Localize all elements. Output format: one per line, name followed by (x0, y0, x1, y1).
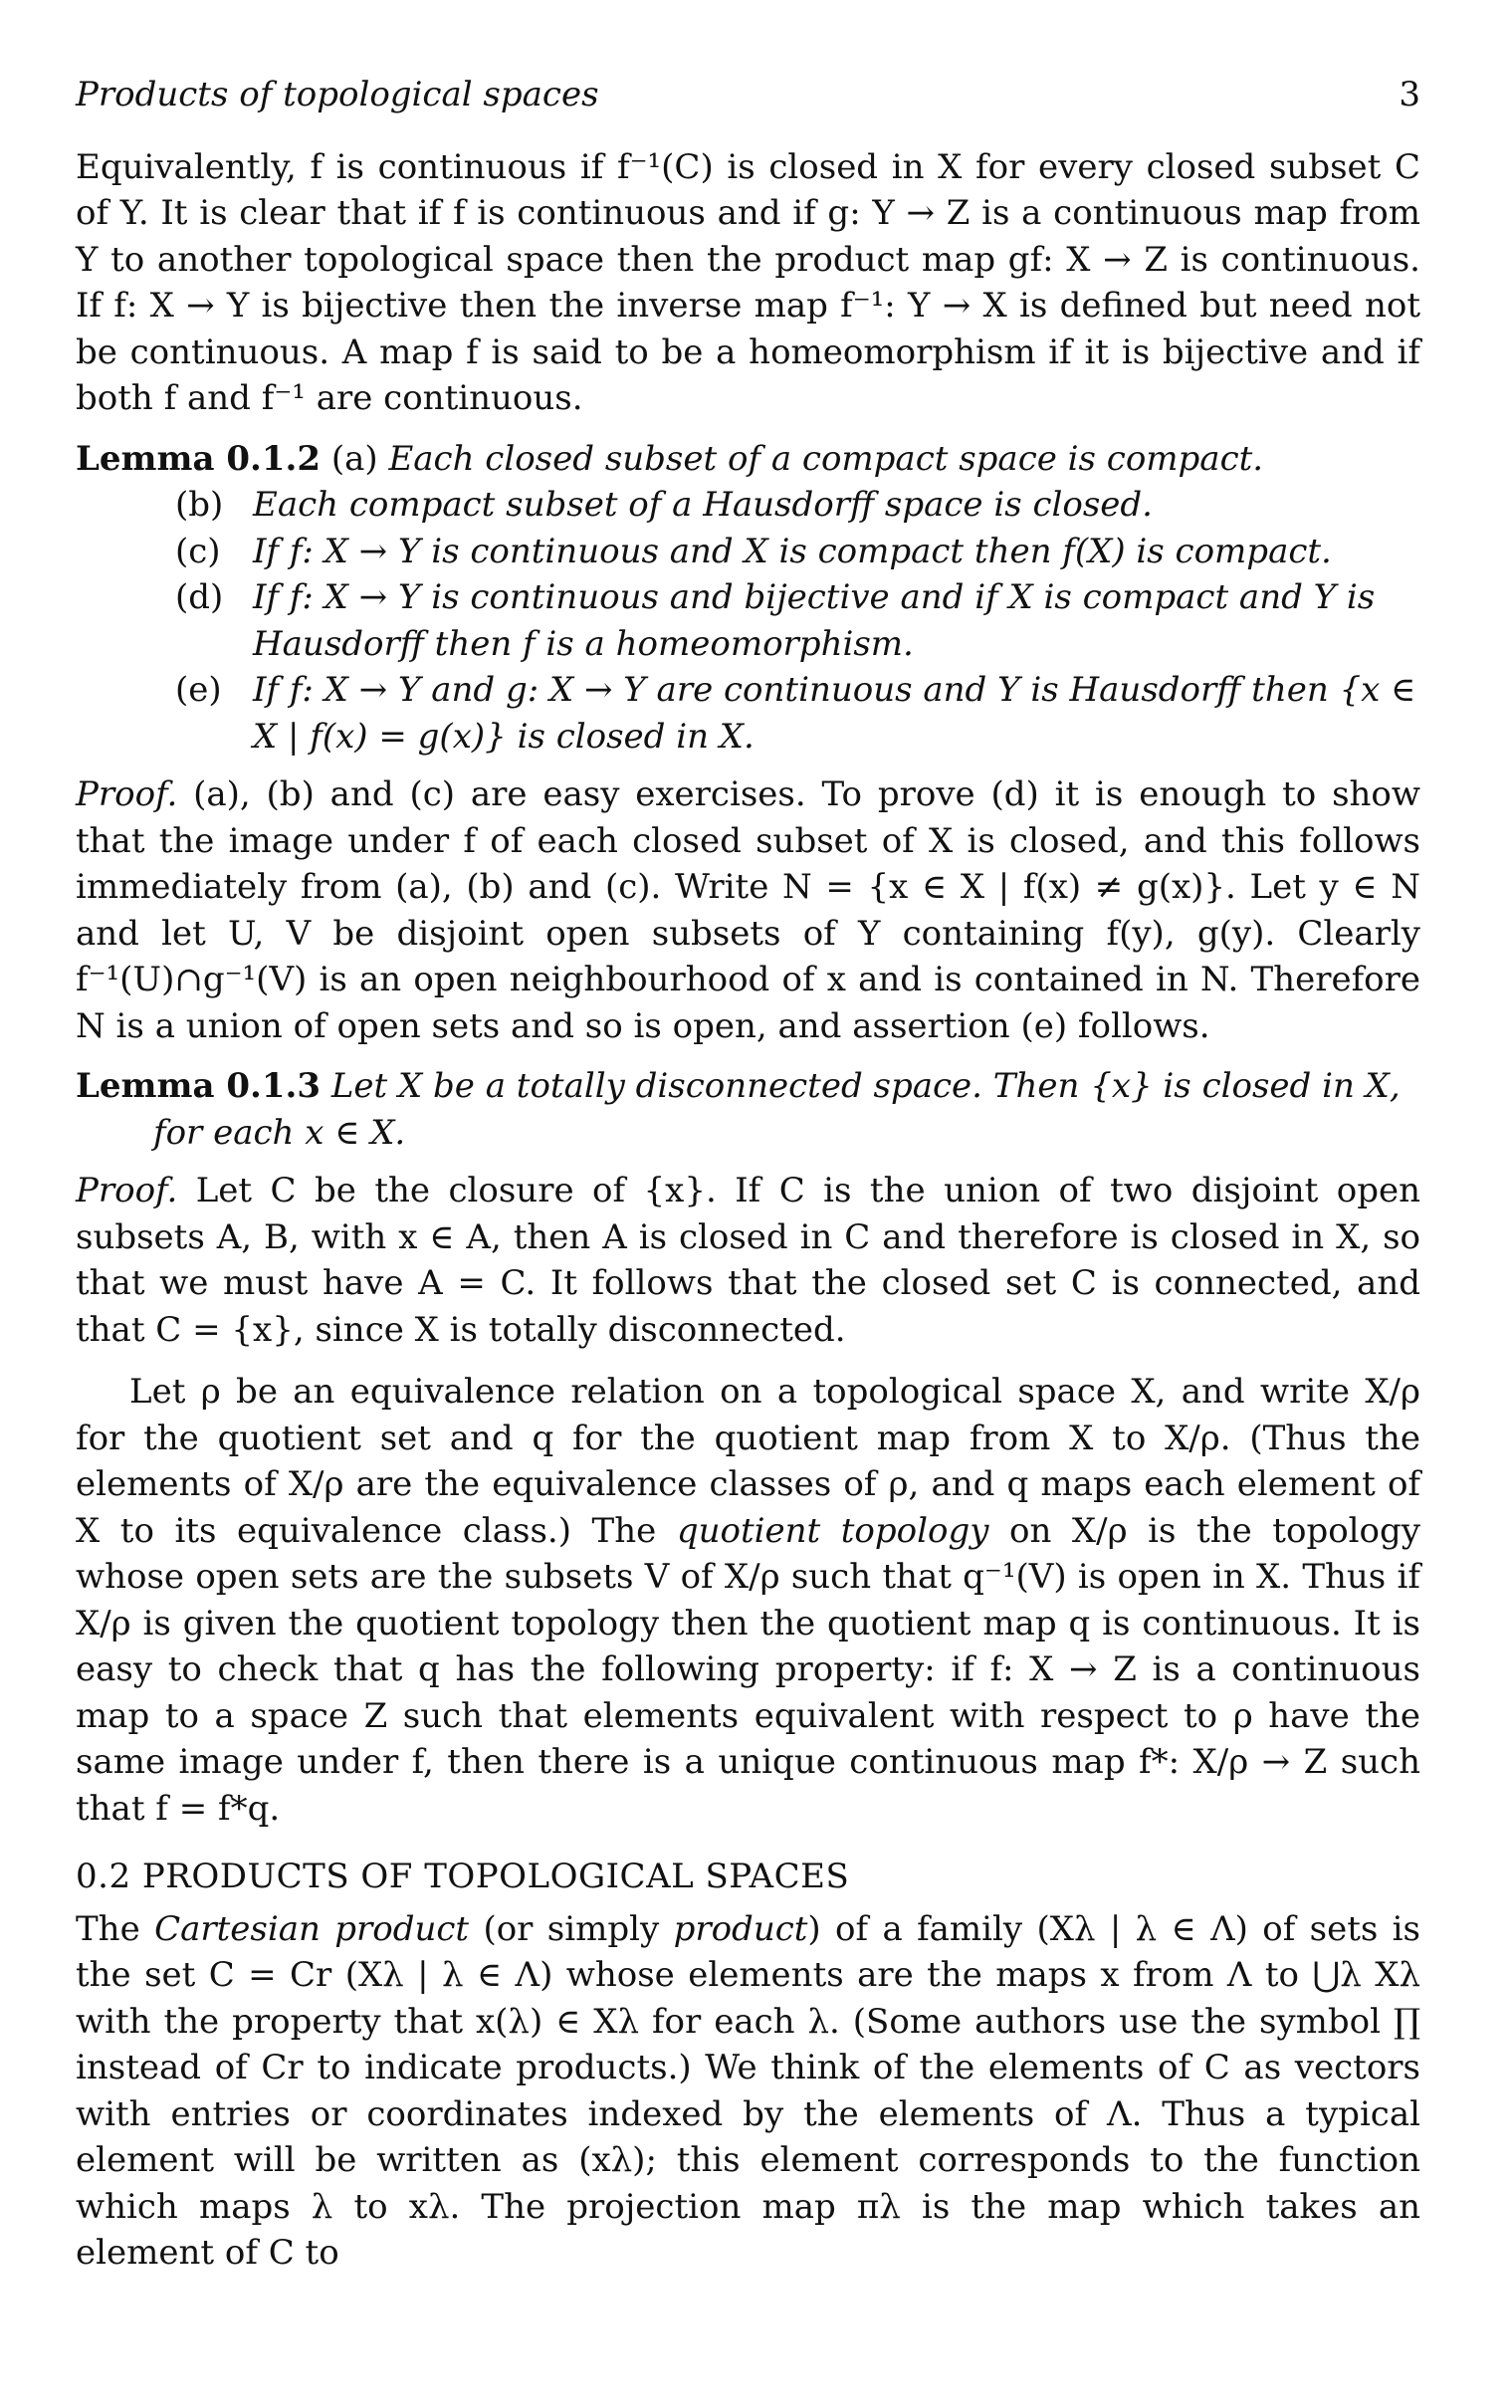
section-heading: 0.2 PRODUCTS OF TOPOLOGICAL SPACES (76, 1857, 850, 1896)
proof-label: Proof. (76, 774, 178, 814)
lemma-item-d-label: (d) (175, 577, 224, 617)
lemma-item-d-text: If f: X → Y is continuous and bijective and if X is compact and Y is Hausdorff then f is a homeomorphism. (253, 577, 1376, 664)
lemma-item-b-label: (b) (175, 485, 224, 525)
lemma-0-1-3-text: Let X be a totally disconnected space. Then {x} is closed in X, (330, 1066, 1401, 1106)
quotient-text-before: Let ρ be an equivalence relation on a topological space X, and write X/ρ for the quotient set and q for the quotient map from X to X/ρ. (Thus the elements of X/ρ are the equivalence classes of ρ, and q maps each element of X to its equivalence class.) The (76, 1372, 1420, 1551)
lemma-item-e-text: If f: X → Y and g: X → Y are continuous and Y is Hausdorff then {x ∈ X | f(x) = g(x)} is closed in X. (253, 670, 1416, 757)
lemma-0-1-3-continuation: for each x ∈ X. (153, 1112, 406, 1153)
lemma-item-b (175, 482, 1420, 529)
lemma-item-e (175, 667, 1420, 760)
lemma-item-c-text: If f: X → Y is continuous and X is compact then f(X) is compact. (253, 531, 1332, 571)
paragraph-cartesian-product (76, 1906, 1420, 2277)
quotient-text-after: on X/ρ is the topology whose open sets are the subsets V of X/ρ such that q⁻¹(V) is open in X. Thus if X/ρ is given the quotient topology then the quotient map q is continuous. It is easy to check that q has the following property: if f: X → Z is a continuous map to a space Z such that elements equivalent with respect to ρ have the same image under f, then there is a unique continuous map f*: X/ρ → Z such that f = f*q. (76, 1510, 1420, 1829)
running-title: Products of topological spaces (76, 75, 599, 114)
lemma-0-1-2 (76, 436, 1420, 761)
paragraph-continuity: Equivalently, f is continuous if f⁻¹(C) is closed in X for every closed subset C of Y. It is clear that if f is continuous and if g: Y → Z is a continuous map from Y to another topological space then the product map gf: X → Z is continuous. If f: X → Y is bijective then the inverse map f⁻¹: Y → X is defined but need not be continuous. A map f is said to be a homeomorphism if it is bijective and if both f and f⁻¹ are continuous. (76, 146, 1420, 418)
lemma-0-1-3 (76, 1063, 1420, 1156)
paragraph-quotient-topology (76, 1369, 1420, 1832)
proof-lemma-0-1-2 (76, 771, 1420, 1049)
lemma-item-a-label: (a) (330, 438, 378, 479)
lemma-0-1-3-heading: Lemma 0.1.3 (76, 1066, 322, 1106)
proof-label: Proof. (76, 1171, 178, 1210)
cartesian-text-1: The (76, 1908, 155, 1949)
cartesian-term-1: Cartesian product (154, 1908, 470, 1949)
running-head (76, 72, 1420, 118)
proof-text: (a), (b) and (c) are easy exercises. To prove (d) it is enough to show that the image under f of each closed subset of X is closed, and this follows immediately from (a), (b) and (c). Write N = {x ∈ X | f(x) ≠ g(x)}. Let y ∈ N and let U, V be disjoint open subsets of Y containing f(y), g(y). Clearly f⁻¹(U)∩g⁻¹(V) is an open neighbourhood of x and is contained in N. Therefore N is a union of open sets and so is open, and assertion (e) follows. (76, 774, 1420, 1046)
page-number: 3 (1399, 75, 1420, 114)
lemma-item-c (175, 529, 1420, 575)
cartesian-text-2: (or simply (469, 1908, 674, 1949)
proof-lemma-0-1-3 (76, 1168, 1420, 1353)
quotient-term: quotient topology (676, 1510, 989, 1551)
cartesian-text-3: ) of a family (Xλ | λ ∈ Λ) of sets is the set C = Cr (Xλ | λ ∈ Λ) whose elements are the maps x from Λ to ⋃λ Xλ with the property that x(λ) ∈ Xλ for each λ. (Some authors use the symbol ∏ instead of Cr to indicate products.) We think of the elements of C as vectors with entries or coordinates indexed by the elements of Λ. Thus a typical element will be written as (xλ); this element corresponds to the function which maps λ to xλ. The projection map πλ is the map which takes an element of C to (76, 1908, 1421, 2273)
lemma-item-e-label: (e) (175, 670, 222, 710)
lemma-item-a-text: Each closed subset of a compact space is compact. (388, 438, 1264, 479)
lemma-0-1-2-heading: Lemma 0.1.2 (76, 438, 322, 479)
lemma-item-d (175, 574, 1420, 667)
lemma-item-c-label: (c) (175, 531, 221, 571)
cartesian-term-2: product (673, 1908, 808, 1949)
lemma-item-b-text: Each compact subset of a Hausdorff space is closed. (253, 485, 1153, 525)
proof-text: Let C be the closure of {x}. If C is the union of two disjoint open subsets A, B, with x ∈ A, then A is closed in C and therefore is closed in X, so that we must have A = C. It follows that the closed set C is connected, and that C = {x}, since X is totally disconnected. (76, 1171, 1420, 1350)
